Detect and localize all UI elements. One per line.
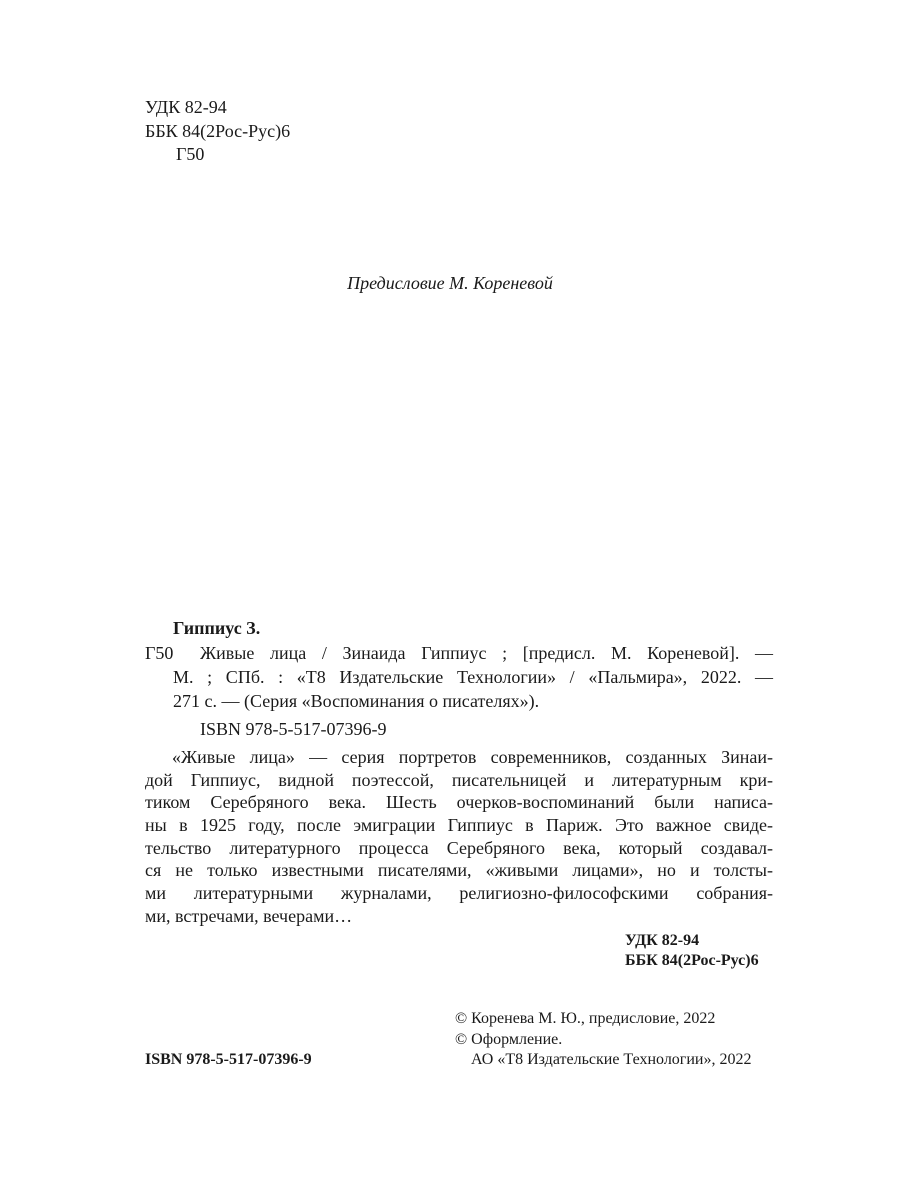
author-code-header: Г50 bbox=[176, 144, 205, 164]
annotation-line: ся не только известными писателями, «живыми лицами», но и толсты- bbox=[145, 860, 773, 880]
copyright-line: © Оформление. bbox=[455, 1031, 563, 1048]
annotation-line: ми литературными журналами, религиозно-философскими собрания- bbox=[145, 883, 773, 903]
annotation-line: ны в 1925 году, после эмиграции Гиппиус в Париж. Это важное свиде- bbox=[145, 815, 773, 835]
bbk-footer: ББК 84(2Рос-Рус)6 bbox=[625, 952, 759, 969]
udk-footer: УДК 82-94 bbox=[625, 932, 700, 949]
annotation-line: дой Гиппиус, видной поэтессой, писательницей и литературным кри- bbox=[145, 770, 773, 790]
foreword-credit: Предисловие М. Кореневой bbox=[347, 273, 553, 293]
annotation-line: тиком Серебряного века. Шесть очерков-воспоминаний были написа- bbox=[145, 792, 773, 812]
isbn-bottom: ISBN 978-5-517-07396-9 bbox=[145, 1051, 312, 1068]
annotation-line: ми, встречами, вечерами… bbox=[145, 906, 353, 926]
bib-line: Живые лица / Зинаида Гиппиус ; [предисл. М. Кореневой]. — bbox=[200, 643, 773, 663]
bib-isbn: ISBN 978-5-517-07396-9 bbox=[200, 719, 387, 739]
copyright-line: © Коренева М. Ю., предисловие, 2022 bbox=[455, 1010, 716, 1027]
copyright-line: АО «Т8 Издательские Технологии», 2022 bbox=[471, 1051, 752, 1068]
annotation-line: «Живые лица» — серия портретов современников, созданных Зинаи- bbox=[172, 747, 773, 767]
bib-line: М. ; СПб. : «Т8 Издательские Технологии» / «Пальмира», 2022. — bbox=[173, 667, 773, 687]
bib-code: Г50 bbox=[145, 643, 174, 663]
udk-header: УДК 82-94 bbox=[145, 97, 227, 117]
bib-author: Гиппиус З. bbox=[173, 618, 261, 638]
bib-line: 271 с. — (Серия «Воспоминания о писателях»). bbox=[173, 691, 540, 711]
annotation-line: тельство литературного процесса Серебряного века, который создавал- bbox=[145, 838, 773, 858]
bbk-header: ББК 84(2Рос-Рус)6 bbox=[145, 121, 291, 141]
